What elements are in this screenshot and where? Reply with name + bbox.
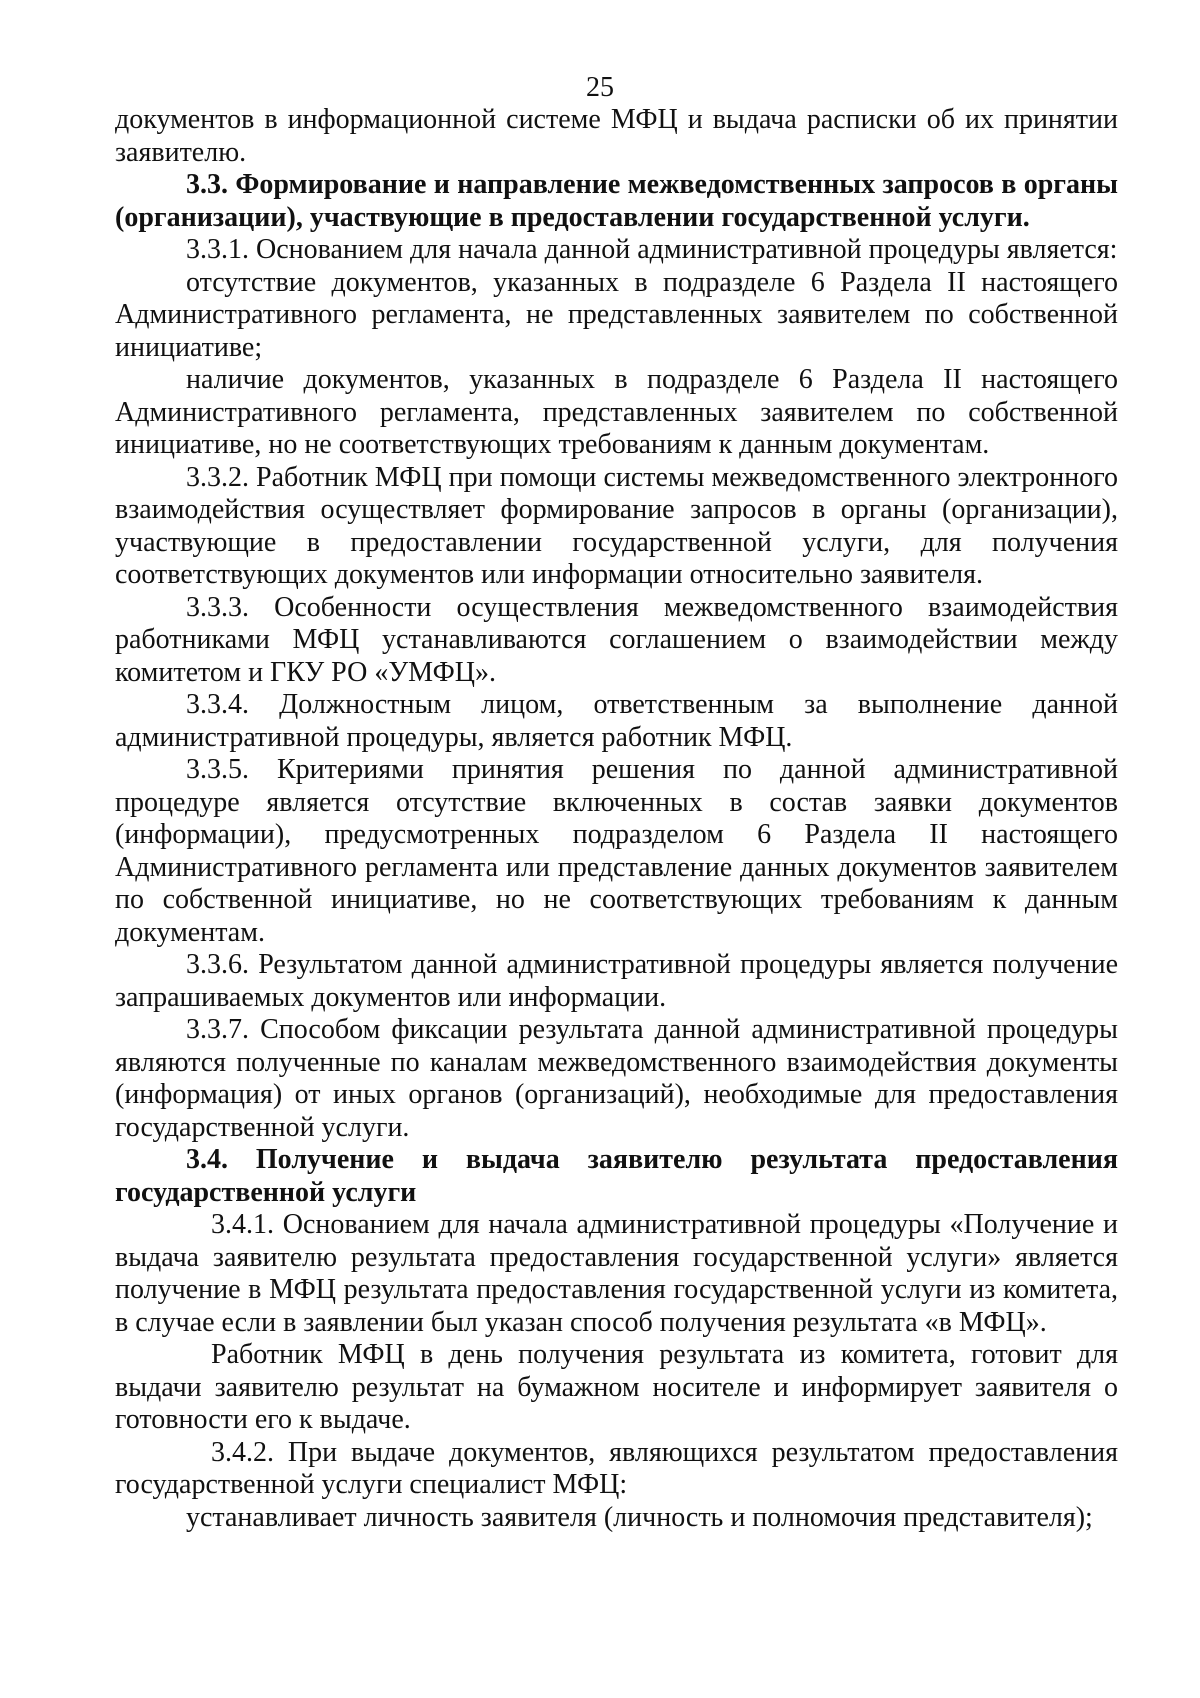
paragraph-mfc-worker: Работник МФЦ в день получения результата из комитета, готовит для выдачи заявителю результат на бумажном носителе и информирует заявителя о готовности его к выдаче. [115,1339,1118,1435]
section-heading-3-3: 3.3. Формирование и направление межведомственных запросов в органы (организации), участвующие в предоставлении государственной услуги. [115,169,1118,233]
paragraph-3-3-3: 3.3.3. Особенности осуществления межведомственного взаимодействия работниками МФЦ устанавливаются соглашением о взаимодействии между комитетом и ГКУ РО «УМФЦ». [115,591,1118,688]
paragraph-3-3-6: 3.3.6. Результатом данной административной процедуры является получение запрашиваемых документов или информации. [115,949,1118,1013]
paragraph-presence-documents: наличие документов, указанных в подразделе 6 Раздела II настоящего Административного регламента, представленных заявителем по собственной инициативе, но не соответствующих требованиям к данным документам. [115,364,1118,460]
paragraph-3-3-2: 3.3.2. Работник МФЦ при помощи системы межведомственного электронного взаимодействия осуществляет формирование запросов в органы (организации), участвующие в предоставлении государственной услуги, для получения соответствующих документов или информации относительно заявителя. [115,461,1118,590]
page-number: 25 [586,72,614,103]
paragraph-3-3-1: 3.3.1. Основанием для начала данной административной процедуры является: [186,234,1118,265]
paragraph-3-4-2: 3.4.2. При выдаче документов, являющихся результатом предоставления государственной услуги специалист МФЦ: [115,1436,1118,1500]
paragraph-3-3-4: 3.3.4. Должностным лицом, ответственным за выполнение данной административной процедуры, является работник МФЦ. [115,689,1118,753]
paragraph-absence-documents: отсутствие документов, указанных в подразделе 6 Раздела II настоящего Административного регламента, не представленных заявителем по собственной инициативе; [115,266,1118,363]
paragraph-3-4-1: 3.4.1. Основанием для начала административной процедуры «Получение и выдача заявителю результата предоставления государственной услуги» является получение в МФЦ результата предоставления государственной услуги из комитета, в случае если в заявлении был указан способ получения результата «в МФЦ». [115,1209,1118,1338]
paragraph-continuation: документов в информационной системе МФЦ и выдача расписки об их принятии заявителю. [115,104,1118,168]
section-heading-3-4: 3.4. Получение и выдача заявителю результата предоставления государственной услуги [115,1144,1118,1208]
paragraph-3-3-5: 3.3.5. Критериями принятия решения по данной административной процедуре является отсутствие включенных в состав заявки документов (информации), предусмотренных подразделом 6 Раздела II настоящего Административного регламента или представление данных документов заявителем по собственной инициативе, но не соответствующих требованиям к данным документам. [115,754,1118,948]
paragraph-3-3-7: 3.3.7. Способом фиксации результата данной административной процедуры являются полученные по каналам межведомственного взаимодействия документы (информация) от иных органов (организаций), необходимые для предоставления государственной услуги. [115,1014,1118,1143]
document-body [115,104,1118,1534]
paragraph-identity: устанавливает личность заявителя (личность и полномочия представителя); [186,1501,1093,1533]
